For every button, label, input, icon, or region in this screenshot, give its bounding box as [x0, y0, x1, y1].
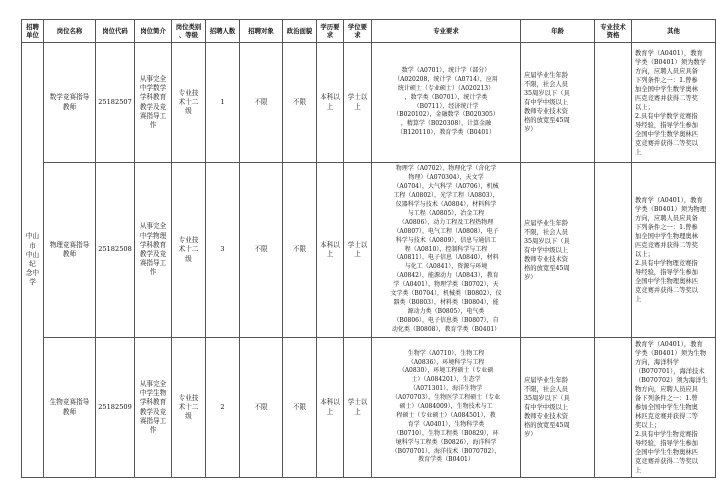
post-other: 教育学（A0401），教育 学类（B0401）须为数学 方向，应聘人员应具备 下列条件之一：1.曾参 加全国中学生数学奥林 匹克竞赛并获得二等奖 以上； 2.具有中学数学竞赛指 导经验，指导学生参加 全国中学生数学奥林匹 克竞赛并获得二等奖以 上 [632, 43, 716, 163]
post-age: 应届毕业生年龄 不限，社会人员 35周岁以下（具 有中学中级以上 教师专业技术资 格的放宽至45周 岁） [521, 338, 595, 478]
header-count: 招聘人数 [206, 20, 240, 43]
post-degree: 学士以 上 [344, 338, 372, 478]
post-degree: 学士以 上 [344, 43, 372, 163]
post-education: 本科以 上 [317, 338, 344, 478]
header-political: 政治面貌 [283, 20, 317, 43]
post-count: 2 [206, 338, 240, 478]
post-name: 生物竞赛指导 教师 [44, 338, 96, 478]
post-category: 专业技 术十二 级 [172, 338, 206, 478]
post-count: 1 [206, 43, 240, 163]
header-category: 岗位类别 、等级 [172, 20, 206, 43]
table-row [22, 163, 716, 338]
post-intro: 从事完全 中学物理 学科教育 教学及竞 赛指导工 作 [135, 163, 172, 338]
post-name: 数学竞赛指导 教师 [44, 43, 96, 163]
post-political: 不限 [283, 43, 317, 163]
post-political: 不限 [283, 163, 317, 338]
post-qualification [595, 163, 632, 338]
header-degree: 学位要求 [344, 20, 372, 43]
post-intro: 从事完全 中学数学 学科教育 教学及竞 赛指导工 作 [135, 43, 172, 163]
post-education: 本科以 上 [317, 43, 344, 163]
post-code: 25182509 [96, 338, 135, 478]
recruiting-unit: 中山市 中山纪 念中学 [22, 43, 44, 478]
header-post-code: 岗位代码 [96, 20, 135, 43]
header-major: 专业要求 [372, 20, 521, 43]
header-education: 学历要求 [317, 20, 344, 43]
post-age: 应届毕业生年龄 不限，社会人员 35周岁以下（具 有中学中级以上 教师专业技术资 格的放宽至45周 岁） [521, 163, 595, 338]
table-row [22, 338, 716, 478]
post-major: 数学（A0701），统计学（部分） （A020208，统计学（A0714），应用 统计硕士（专业硕士）（A020213） ，数学类（B0701），统计学类 （B0711），经济统计学 （B020102），金融数学（B020305） ，精算学（B020308），计算金融 （B120110），教育学类（B0401） [372, 43, 521, 163]
post-code: 25182507 [96, 43, 135, 163]
table-row [22, 43, 716, 163]
post-education: 本科以 上 [317, 163, 344, 338]
post-degree: 学士以 上 [344, 163, 372, 338]
post-count: 3 [206, 163, 240, 338]
header-unit: 招聘单位 [22, 20, 44, 43]
post-code: 25182508 [96, 163, 135, 338]
post-category: 专业技 术十二 级 [172, 43, 206, 163]
header-post-intro: 岗位简介 [135, 20, 172, 43]
post-qualification [595, 338, 632, 478]
header-other: 其他 [632, 20, 716, 43]
post-target: 不限 [240, 43, 283, 163]
post-major: 物理学（A0702），物理化学（含化学 物理）（A070304），天文学 （A0704），大气科学（A0706），机械 工程（A0802），光学工程（A0803）， 仪器科学与技术（A0804），材料科学 与工程（A0805），冶金工程 （A0806），动力工程及工程热物理 （A0807），电气工程（A0808），电子 科学与技术（A0809），信息与通信工 程（A0810），控制科学与工程 （A0811），电子信息（A0840），材料 与化工（A0841），资源与环境 （A0842），能源动力（A0843），教育 学（A0401），物理学类（B0702），天 文学类（B0704），机械类（B0802），仪 器类（B0803），材料类（B0804），能 源动力类（B0805），电气类 （B0806），电子信息类（B0807），自 动化类（B0808），教育学类（B0401） [372, 163, 521, 338]
post-target: 不限 [240, 338, 283, 478]
post-major: 生物学（A0710），生物工程 （A0836），环境科学与工程 （A0830），环境工程硕士（专业硕 士）（A084201），生态学 （A071301），海洋生物学 （A070703），生物医学工程硕士（专业 硕士）（A084009），生物技术与工 程硕士（专业硕士）（A084501），教 育学（A0401），生物科学类 （B0710），生物工程类（B0829），环 境科学与工程类（B0826），海洋科学 （B070701），海洋技术（B070702）， 教育学类（B0401） [372, 338, 521, 478]
post-name: 物理竞赛指导 教师 [44, 163, 96, 338]
header-post-name: 岗位名称 [44, 20, 96, 43]
recruitment-table [21, 19, 716, 478]
post-intro: 从事完全 中学生物 学科教育 教学及竞 赛指导工 作 [135, 338, 172, 478]
header-qualification: 专业技术 资格 [595, 20, 632, 43]
post-target: 不限 [240, 163, 283, 338]
post-qualification [595, 43, 632, 163]
post-other: 教育学（A0401），教育 学类（B0401）须为物理 方向，应聘人员应具备 下列条件之一：1.曾参 加全国中学生物理奥林 匹克竞赛并获得二等奖 以上； 2.具有中学物理竞赛指 导经验，指导学生参加 全国中学生物理奥林匹 克竞赛并获得二等奖以 上 [632, 163, 716, 338]
post-other: 教育学（A0401），教育 学类（B0401）须为生物 方向，海洋科学 （B070701），海洋技术 （B070702）须为海洋生 物方向，应聘人员应具 备下列条件之一：1.曾 参加全国中学生生物奥 林匹克竞赛并获得二等 奖以上； 2.具有中学生物竞赛指 导经验，指导学生参加 全国中学生生物奥林匹 克竞赛并获得二等奖以 上 [632, 338, 716, 478]
header-age: 年龄 [521, 20, 595, 43]
header-row [22, 20, 716, 43]
post-age: 应届毕业生年龄 不限，社会人员 35周岁以下（具 有中学中级以上 教师专业技术资 格的放宽至45周 岁） [521, 43, 595, 163]
header-target: 招聘对象 [240, 20, 283, 43]
post-category: 专业技 术十二 级 [172, 163, 206, 338]
post-political: 不限 [283, 338, 317, 478]
